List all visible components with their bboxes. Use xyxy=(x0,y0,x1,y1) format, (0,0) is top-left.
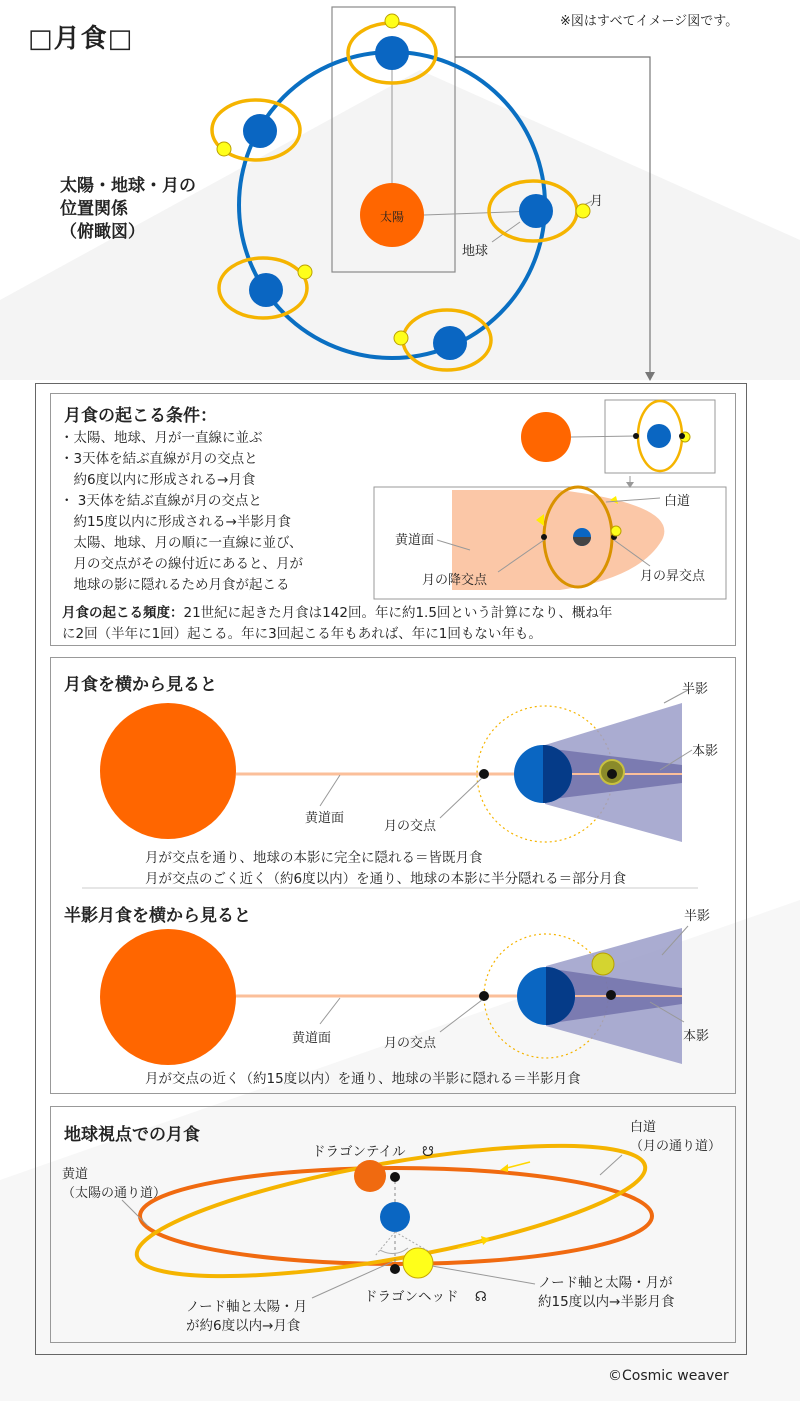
moon-label: 月 xyxy=(590,194,604,209)
caption-partial: 月が交点のごく近く（約6度以内）を通り、地球の本影に半分隠れる＝部分月食 xyxy=(145,871,627,887)
ascending-node-label: 月の昇交点 xyxy=(640,569,706,584)
ecliptic-label: 黄道面 xyxy=(292,1031,332,1046)
ecliptic-line-1: 黄道 xyxy=(62,1167,89,1182)
sun xyxy=(354,1160,386,1192)
ecliptic-label: 黄道面 xyxy=(305,811,345,826)
bullet: 約6度以内に形成される→月食 xyxy=(60,472,256,488)
umbra-label: 本影 xyxy=(683,1029,710,1044)
explanation-line: 月の交点がその線付近にあると、月が xyxy=(60,556,303,572)
bullet: ・ 3天体を結ぶ直線が月の交点と xyxy=(60,493,262,509)
sun-label: 太陽 xyxy=(380,210,405,224)
bullet: ・3天体を結ぶ直線が月の交点と xyxy=(60,451,258,467)
earth-view-heading: 地球視点での月食 xyxy=(64,1125,200,1145)
dragon-tail-icon: ☋ xyxy=(421,1144,434,1160)
node-label: 月の交点 xyxy=(384,1036,437,1051)
penumbra-label: 半影 xyxy=(684,909,711,924)
top-title-line-2: 位置関係 xyxy=(60,199,128,219)
frequency-label: 月食の起こる頻度： xyxy=(62,605,184,621)
ecliptic-label xyxy=(62,1165,166,1203)
moon-path-label: 白道 xyxy=(664,494,691,509)
penumbral-caption: 月が交点の近く（約15度以内）を通り、地球の半影に隠れる＝半影月食 xyxy=(145,1071,581,1087)
moon xyxy=(403,1248,433,1278)
bullet: ・太陽、地球、月が一直線に並ぶ xyxy=(60,430,263,446)
credit: ©Cosmic weaver xyxy=(608,1368,729,1384)
moon-path-label xyxy=(630,1118,721,1156)
node-axis-total-line-1: ノード軸と太陽・月 xyxy=(186,1299,308,1315)
explanation-line: 地球の影に隠れるため月食が起こる xyxy=(60,577,290,593)
umbra-label: 本影 xyxy=(692,744,719,759)
moon-path-line-1: 白道 xyxy=(630,1120,657,1135)
caption-total: 月が交点を通り、地球の本影に完全に隠れる＝皆既月食 xyxy=(145,850,483,866)
node-label: 月の交点 xyxy=(384,819,437,834)
top-title-line-3: （俯瞰図） xyxy=(60,222,145,242)
image-note: ※図はすべてイメージ図です。 xyxy=(560,14,739,29)
dragon-tail-label xyxy=(312,1140,434,1160)
top-title-line-1: 太陽・地球・月の xyxy=(60,176,196,196)
conditions-heading: 月食の起こる条件： xyxy=(64,406,217,426)
frequency-line-1: 21世紀に起きた月食は142回。年に約1.5回という計算になり、概ね年 xyxy=(183,605,613,621)
node-axis-total-label xyxy=(186,1298,307,1336)
moon-path-line-2: （月の通り道） xyxy=(630,1139,722,1154)
dragon-head-icon: ☊ xyxy=(474,1289,487,1305)
node-axis-total-line-2: が約6度以内→月食 xyxy=(186,1318,301,1334)
explanation-line: 太陽、地球、月の順に一直線に並び、 xyxy=(60,535,303,551)
descending-node-label: 月の降交点 xyxy=(422,573,488,588)
earth-label: 地球 xyxy=(462,244,489,259)
ecliptic-line-2: （太陽の通り道） xyxy=(62,1186,167,1201)
node-axis-penumbral-label xyxy=(538,1274,675,1312)
ecliptic-label: 黄道面 xyxy=(395,533,435,548)
frequency-line-2: に2回（半年に1回）起こる。年に3回起こる年もあれば、年に1回もない年も。 xyxy=(62,626,542,642)
side-view-heading: 月食を横から見ると xyxy=(64,675,217,695)
node-axis-penumbral-line-2: 約15度以内→半影月食 xyxy=(538,1294,675,1310)
node-axis-penumbral-line-1: ノード軸と太陽・月が xyxy=(538,1275,673,1291)
penumbral-heading: 半影月食を横から見ると xyxy=(64,906,251,926)
dragon-head-label xyxy=(364,1285,487,1305)
bullet: 約15度以内に形成される→半影月食 xyxy=(60,514,291,530)
page-title: □月食□ xyxy=(28,24,134,54)
dragon-head-text: ドラゴンヘッド xyxy=(364,1289,459,1305)
penumbra-label: 半影 xyxy=(682,682,709,697)
dragon-tail-text: ドラゴンテイル xyxy=(312,1144,406,1160)
earth xyxy=(380,1202,410,1232)
